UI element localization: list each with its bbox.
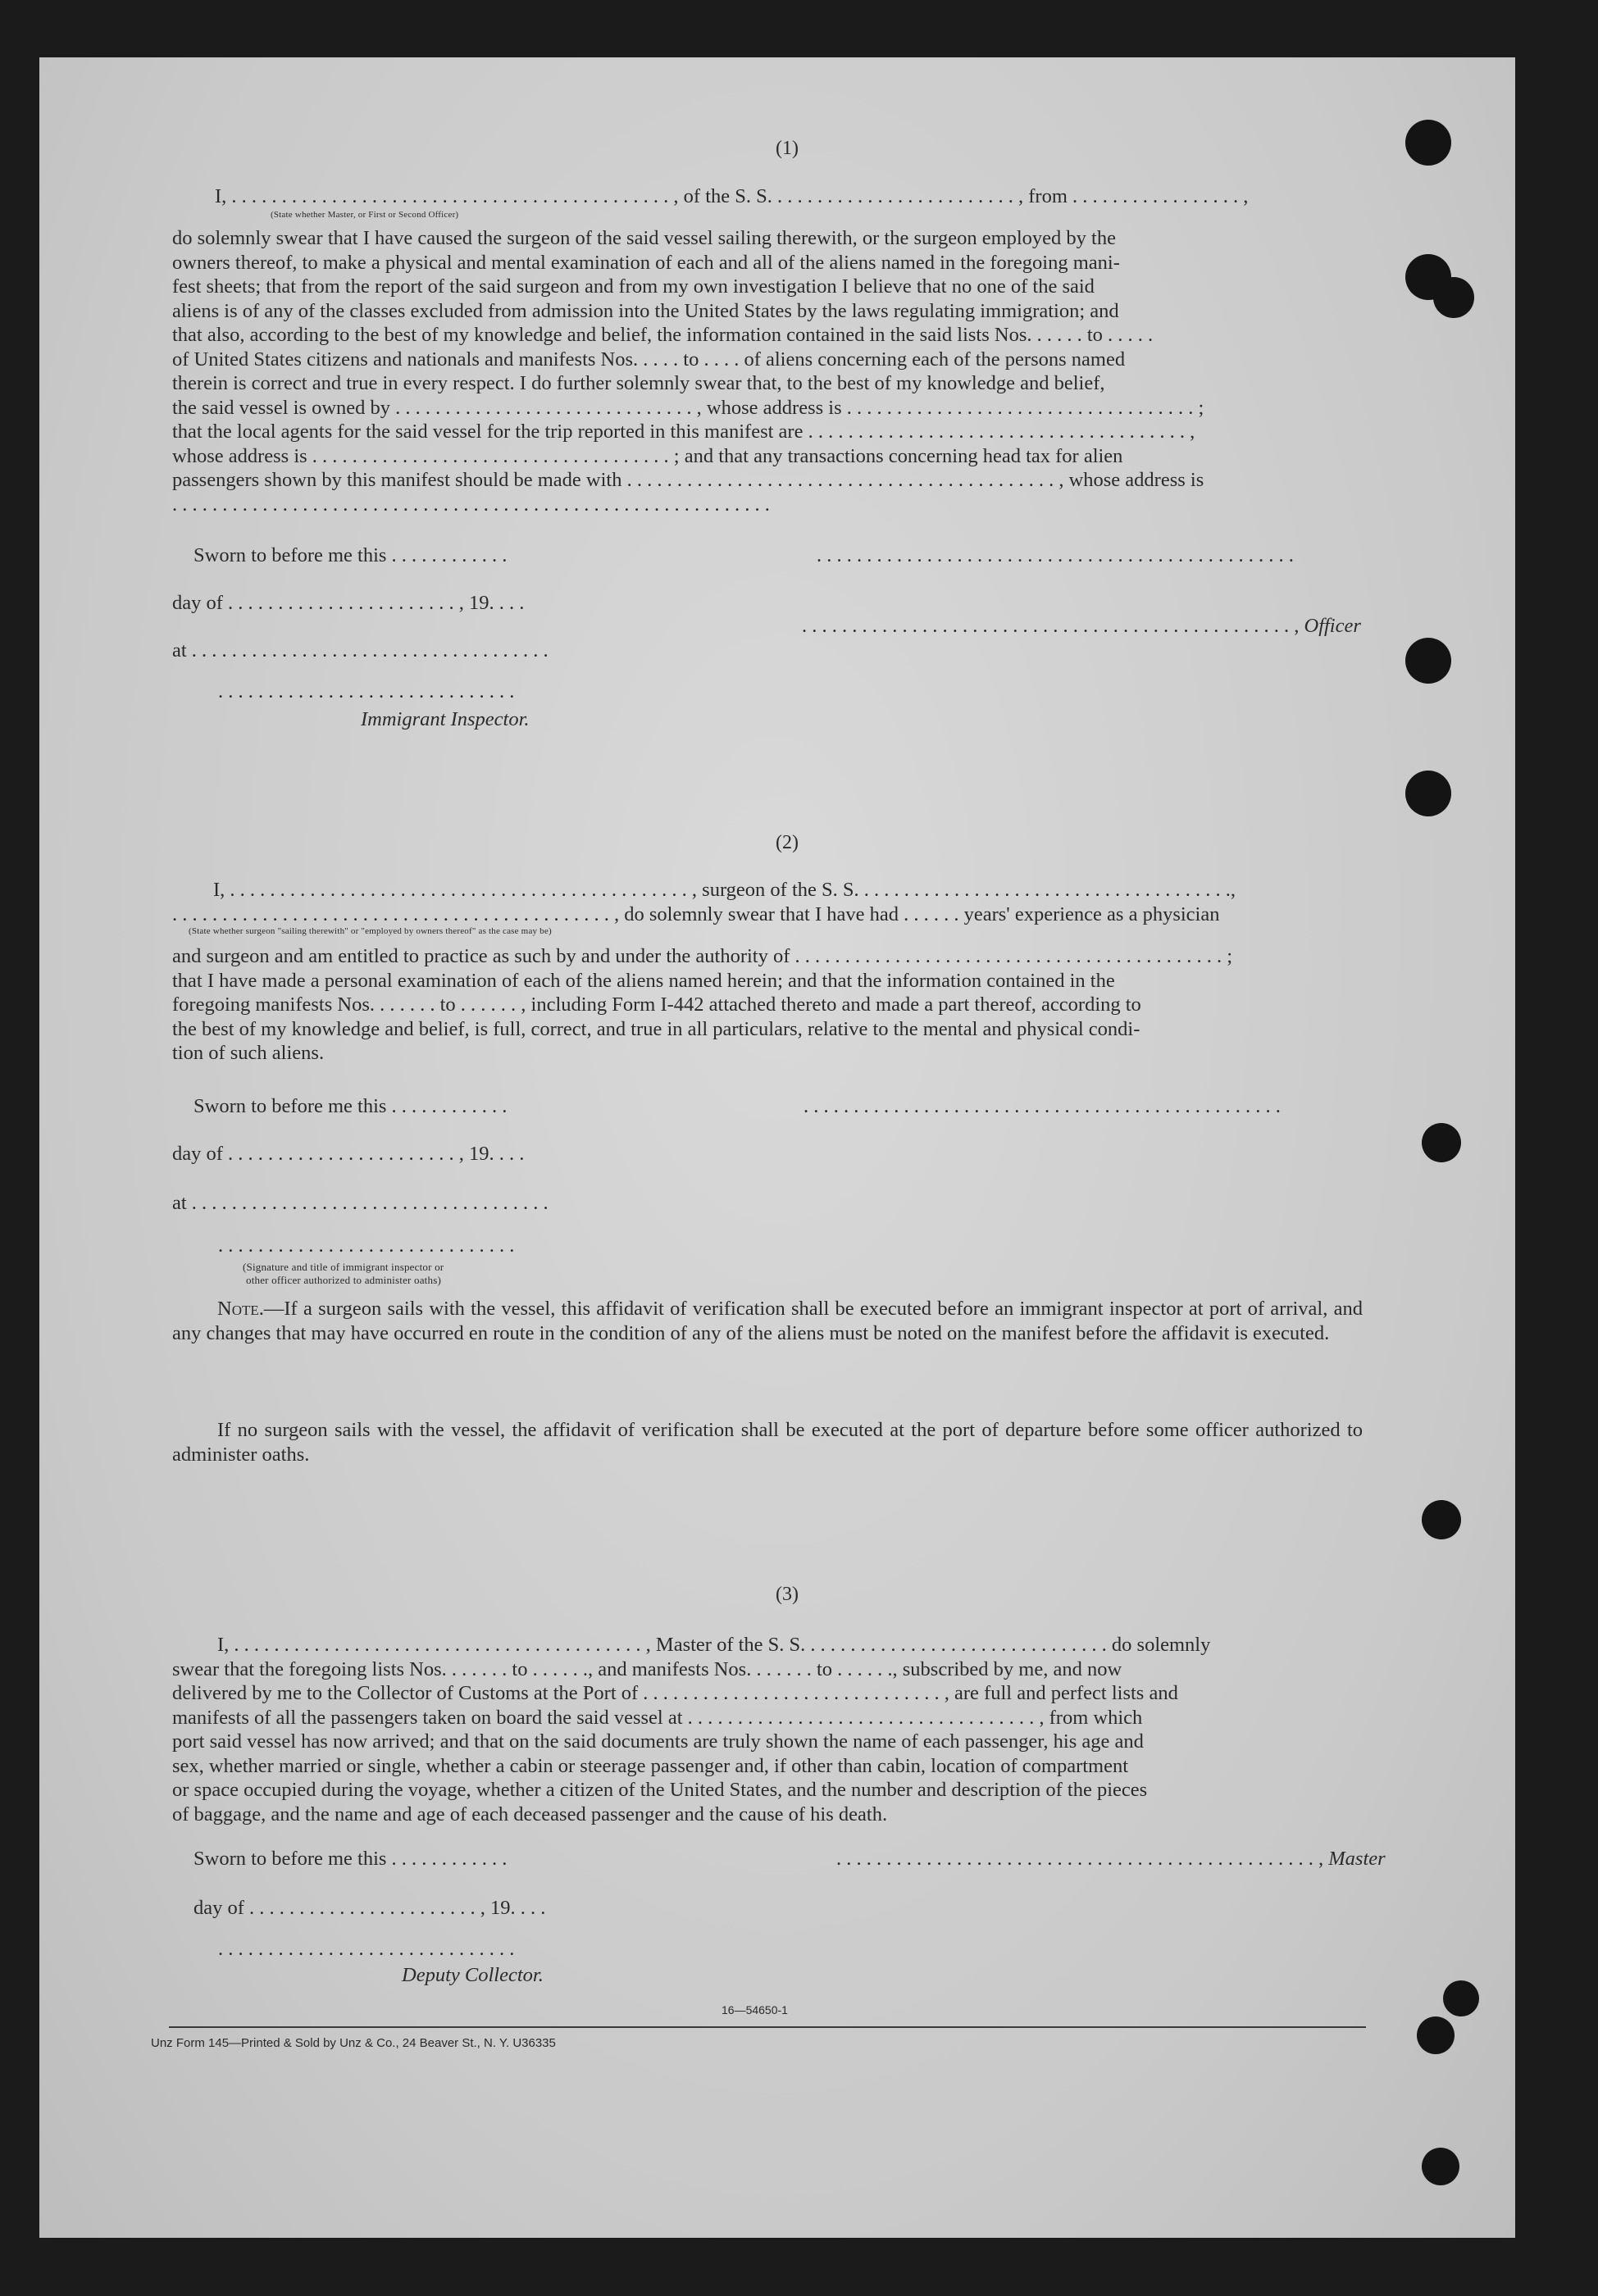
form-number: 16—54650-1 [722, 2003, 788, 2016]
oath-line: delivered by me to the Collector of Customs at the Port of . . . . . . . . . . . . . . . . . . . . . . . . . . . . . . , are full and perfect lists and [172, 1682, 1178, 1704]
inspector-label: Immigrant Inspector. [361, 708, 530, 730]
master-line [836, 1848, 1386, 1871]
note-text: —If a surgeon sails with the vessel, this affidavit of verification shall be executed before an immigrant inspector at port of arrival, and any changes that may have occurred en route in the condition of any of the aliens must be noted on the manifest before the affidavit is executed. [172, 1298, 1363, 1344]
officer-line-dots: . . . . . . . . . . . . . . . . . . . . . . . . . . . . . . . . . . . . . . . . . . . . . . . . . , [802, 615, 1300, 637]
master-line-dots: . . . . . . . . . . . . . . . . . . . . . . . . . . . . . . . . . . . . . . . . . . . . . . . . , [836, 1848, 1324, 1870]
oath-line: of United States citizens and nationals and manifests Nos. . . . . to . . . . of aliens concerning each of the persons named [172, 348, 1126, 371]
oath-line: the best of my knowledge and belief, is full, correct, and true in all particulars, relative to the mental and physical condi- [172, 1017, 1140, 1040]
officer-label: Officer [1304, 615, 1361, 637]
at-line: at . . . . . . . . . . . . . . . . . . . . . . . . . . . . . . . . . . . . [172, 1192, 549, 1214]
inspector-signature-dots: . . . . . . . . . . . . . . . . . . . . . . . . . . . . . . [218, 680, 515, 702]
oath-line: or space occupied during the voyage, whether a citizen of the United States, and the number and description of the pieces [172, 1779, 1148, 1801]
binder-hole [1443, 1980, 1479, 2016]
binder-hole [1422, 1123, 1461, 1162]
day-of-line: day of . . . . . . . . . . . . . . . . . . . . . . . , 19. . . . [193, 1897, 546, 1919]
oath-line: and surgeon and am entitled to practice as such by and under the authority of . . . . . . . . . . . . . . . . . . . . . . . . . . . . . . . . . . . . . . . . . . . ; [172, 945, 1233, 967]
sworn-line: Sworn to before me this . . . . . . . . . . . . [193, 1095, 508, 1117]
section-2-number: (2) [776, 832, 799, 853]
section-2-oath-text [172, 944, 1363, 1066]
surgeon-type-note: (State whether surgeon "sailing therewith" or "employed by owners thereof" as the case may be) [189, 926, 552, 936]
oath-line: tion of such aliens. [172, 1042, 325, 1064]
sworn-line: Sworn to before me this . . . . . . . . . . . . [193, 1848, 508, 1870]
at-line: at . . . . . . . . . . . . . . . . . . . . . . . . . . . . . . . . . . . . [172, 639, 549, 662]
oath-line: foregoing manifests Nos. . . . . . . to . . . . . . , including Form I-442 attached thereto and made a part thereof, according to [172, 993, 1141, 1016]
binder-hole [1433, 277, 1474, 318]
section-2-experience-line: . . . . . . . . . . . . . . . . . . . . . . . . . . . . . . . . . . . . . . . . . . . . , do solemnly swear that I have had . . . . . . years' experience as a physician [172, 903, 1220, 925]
collector-signature-dots: . . . . . . . . . . . . . . . . . . . . . . . . . . . . . . [218, 1938, 515, 1960]
signature-note: other officer authorized to administer oaths) [246, 1274, 441, 1286]
binder-hole [1417, 2016, 1455, 2054]
binder-hole [1422, 2148, 1459, 2185]
binder-hole [1405, 771, 1451, 816]
oath-line: that I have made a personal examination of each of the aliens named herein; and that the information contained in the [172, 969, 1115, 992]
note-paragraph [172, 1297, 1363, 1345]
collector-label: Deputy Collector. [402, 1964, 544, 1986]
master-label: Master [1328, 1848, 1386, 1870]
oath-line: I, . . . . . . . . . . . . . . . . . . . . . . . . . . . . . . . . . . . . . . . . . , Master of the S. S. . . . . . . . . . . . . . . . . . . . . . . . . . . . . . . do solemnly [217, 1634, 1211, 1656]
oath-line: do solemnly swear that I have caused the surgeon of the said vessel sailing therewith, or the surgeon employed by the [172, 227, 1116, 249]
officer-type-note: (State whether Master, or First or Second Officer) [271, 210, 459, 220]
oath-line: owners thereof, to make a physical and mental examination of each and all of the aliens named in the foregoing mani- [172, 251, 1120, 274]
section-1-number: (1) [776, 138, 799, 159]
oath-line: that the local agents for the said vessel for the trip reported in this manifest are . . . . . . . . . . . . . . . . . . . . . . . . . . . . . . . . . . . . . . , [172, 421, 1195, 443]
section-3-number: (3) [776, 1584, 799, 1605]
oath-line: sex, whether married or single, whether a cabin or steerage passenger and, if other than cabin, location of compartment [172, 1754, 1129, 1777]
section-1-oath-text [172, 226, 1363, 516]
day-of-line: day of . . . . . . . . . . . . . . . . . . . . . . . , 19. . . . [172, 1143, 525, 1165]
oath-line: port said vessel has now arrived; and that on the said documents are truly shown the name of each passenger, his age and [172, 1730, 1144, 1753]
document-page [39, 57, 1515, 2238]
oath-line: whose address is . . . . . . . . . . . . . . . . . . . . . . . . . . . . . . . . . . . . ; and that any transactions concerning head tax for alien [172, 444, 1123, 467]
section-1-master-line: I, . . . . . . . . . . . . . . . . . . . . . . . . . . . . . . . . . . . . . . . . . . . . , of the S. S. . . . . . . . . . . . . . . . . . . . . . . . . , from . . . . . . . . . . . . . . . . . , [215, 185, 1249, 207]
section-2-surgeon-line: I, . . . . . . . . . . . . . . . . . . . . . . . . . . . . . . . . . . . . . . . . . . . . . . , surgeon of the S. S. . . . . . . . . . . . . . . . . . . . . . . . . . . . . . . . . . . . . ., [213, 879, 1236, 901]
signature-dots: . . . . . . . . . . . . . . . . . . . . . . . . . . . . . . [218, 1234, 515, 1257]
oath-line: of baggage, and the name and age of each deceased passenger and the cause of his death. [172, 1803, 888, 1825]
oath-line: aliens is of any of the classes excluded from admission into the United States by the laws regulating immigration; and [172, 299, 1119, 322]
footer-rule [169, 2026, 1366, 2028]
sworn-line: Sworn to before me this . . . . . . . . . . . . [193, 544, 508, 566]
note-label: Note. [217, 1298, 264, 1320]
oath-line: fest sheets; that from the report of the said surgeon and from my own investigation I believe that no one of the said [172, 275, 1095, 298]
day-of-line: day of . . . . . . . . . . . . . . . . . . . . . . . , 19. . . . [172, 592, 525, 614]
printer-footer: Unz Form 145—Printed & Sold by Unz & Co., 24 Beaver St., N. Y. U36335 [151, 2036, 556, 2050]
binder-hole [1422, 1500, 1461, 1539]
oath-line: swear that the foregoing lists Nos. . . . . . . to . . . . . ., and manifests Nos. . . . . . . to . . . . . ., subscribed by me, and now [172, 1657, 1122, 1680]
oath-line: the said vessel is owned by . . . . . . . . . . . . . . . . . . . . . . . . . . . . . . , whose address is . . . . . . . . . . . . . . . . . . . . . . . . . . . . . . . . . . . ; [172, 396, 1204, 419]
oath-line: passengers shown by this manifest should be made with . . . . . . . . . . . . . . . . . . . . . . . . . . . . . . . . . . . . . . . . . . . , whose address is [172, 469, 1204, 491]
officer-signature-dots: . . . . . . . . . . . . . . . . . . . . . . . . . . . . . . . . . . . . . . . . . . . . . . . . [817, 544, 1294, 566]
surgeon-signature-dots: . . . . . . . . . . . . . . . . . . . . . . . . . . . . . . . . . . . . . . . . . . . . . . . . [804, 1095, 1281, 1117]
oath-line: . . . . . . . . . . . . . . . . . . . . . . . . . . . . . . . . . . . . . . . . . . . . . . . . . . . . . . . . . . . . [172, 493, 770, 516]
note-paragraph-2: If no surgeon sails with the vessel, the affidavit of verification shall be executed at the port of departure before some officer authorized to administer oaths. [172, 1419, 1363, 1466]
oath-line: manifests of all the passengers taken on board the said vessel at . . . . . . . . . . . . . . . . . . . . . . . . . . . . . . . . . . . , from which [172, 1706, 1143, 1729]
oath-line: that also, according to the best of my knowledge and belief, the information contained in the said lists Nos. . . . . . to . . . . . [172, 324, 1154, 346]
section-3-oath-text [172, 1633, 1363, 1826]
officer-line [802, 615, 1361, 638]
oath-line: therein is correct and true in every respect. I do further solemnly swear that, to the best of my knowledge and belief, [172, 372, 1105, 394]
signature-note: (Signature and title of immigrant inspector or [243, 1261, 444, 1273]
binder-hole [1405, 638, 1451, 684]
